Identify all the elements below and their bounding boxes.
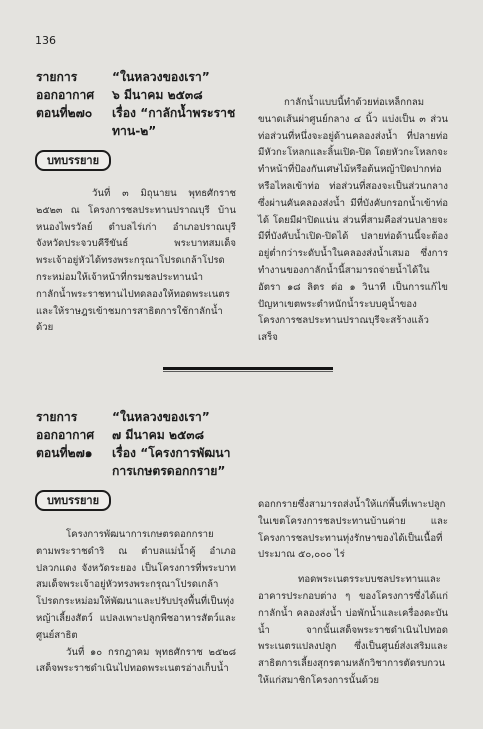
section2-left-paragraph-2: วันที่ ๑๐ กรกฎาคม พุทธศักราช ๒๕๒๘ เสด็จพระราชดำเนินไปทอดพระเนตรอ่างเก็บน้ำ bbox=[36, 646, 236, 675]
section2-left-column bbox=[36, 527, 236, 678]
narration-badge: บทบรรยาย bbox=[35, 490, 111, 511]
air-date: ๗ มีนาคม ๒๕๓๘ bbox=[112, 428, 205, 442]
narration-badge: บทบรรยาย bbox=[35, 150, 111, 171]
program-value: “ในหลวงของเรา” bbox=[112, 70, 210, 84]
section-divider-shadow bbox=[163, 371, 333, 372]
program-label: รายการ bbox=[36, 70, 78, 84]
page-number: 136 bbox=[35, 34, 56, 47]
episode-label: ตอนที่๒๗๑ bbox=[36, 446, 93, 460]
episode-label: ตอนที่๒๗๐ bbox=[36, 106, 93, 120]
section2-right-column bbox=[258, 497, 448, 690]
program-label: รายการ bbox=[36, 410, 78, 424]
section-divider bbox=[163, 367, 333, 370]
section2-right-paragraph: ดอกกรายซึ่งสามารถส่งน้ำให้แก่พื้นที่เพาะปลูกในเขตโครงการชลประทานบ้านค่าย และโครงการชลประทานทุ่งรักษาของได้เป็นเนื้อที่ประมาณ ๕๐,๐๐๐ ไร่ bbox=[258, 499, 448, 561]
air-label: ออกอากาศ bbox=[36, 428, 95, 442]
section2-header bbox=[36, 408, 230, 480]
section1-left-column bbox=[36, 186, 236, 337]
program-value: “ในหลวงของเรา” bbox=[112, 410, 210, 424]
episode-title: เรื่อง “กาลักน้ำพระราช bbox=[112, 106, 236, 120]
section1-header bbox=[36, 68, 235, 140]
section2-left-paragraph: โครงการพัฒนาการเกษตรดอกกราย ตามพระราชดำริ ณ ตำบลแม่น้ำคู้ อำเภอปลวกแดง จังหวัดระยอง เป็นโครงการที่พระบาทสมเด็จพระเจ้าอยู่หัวทรงพระกรุณาโปรดเกล้าโปรดกระหม่อมให้พัฒนาและปรับปรุงพื้นที่เป็นทุ่งหญ้าเลี้ยงสัตว์ แปลงเพาะปลูกพืชอาหารสัตว์และศูนย์สาธิต bbox=[36, 529, 236, 641]
episode-title-cont: ทาน-๒” bbox=[112, 124, 157, 138]
air-date: ๖ มีนาคม ๒๕๓๘ bbox=[112, 88, 203, 102]
air-label: ออกอากาศ bbox=[36, 88, 95, 102]
episode-title: เรื่อง “โครงการพัฒนา bbox=[112, 446, 231, 460]
episode-title-cont: การเกษตรดอกกราย” bbox=[112, 464, 226, 478]
section1-right-paragraph: กาลักน้ำแบบนี้ทำด้วยท่อเหล็กกลมขนาดเส้นผ่าศูนย์กลาง ๔ นิ้ว แบ่งเป็น ๓ ส่วน ท่อส่วนที่หนึ่งจะอยู่ด้านคลองส่งน้ำ ที่ปลายท่อมีหัวกะโหลกและลิ้นเปิด-ปิด โดยหัวกะโหลกจะทำหน้าที่ป้องกันเศษไม้หรือต้นหญ้าปิดปากท่อหรือไหลเข้าท่อ ท่อส่วนที่สองจะเป็นส่วนกลางซึ่งผ่านคันคลองส่งน้ำ มีที่บังคับกรอกน้ำเข้าท่อได้ โดยมีฝาปิดแน่น ส่วนที่สามคือส่วนปลายจะมีที่บังคับน้ำเปิด-ปิดได้ ปลายท่อด้านนี้จะต้องอยู่ต่ำกว่าระดับน้ำในคลองส่งน้ำเสมอ ซึ่งการทำงานของกาลักน้ำนี้สามารถจ่ายน้ำได้ในอัตรา ๑๘ ลิตร ต่อ ๑ วินาที เป็นการแก้ไขปัญหาเขตพระตำหนักน้ำระบบคูน้ำของโครงการชลประทานปราณบุรีจะสร้างแล้วเสร็จ bbox=[258, 97, 448, 344]
section1-right-column bbox=[258, 95, 448, 347]
section2-right-paragraph-2: ทอดพระเนตรระบบชลประทานและอาคารประกอบต่าง ๆ ของโครงการซึ่งได้แก่ กาลักน้ำ คลองส่งน้ำ บ่อพักน้ำและเครื่องดะบันน้ำ จากนั้นเสด็จพระราชดำเนินไปทอดพระเนตรแปลงปลูก ซึ่งเป็นศูนย์ส่งเสริมและสาธิตการเลี้ยงสุกรตามหลักวิชาการตัดรบกวนให้แก่สมาชิกโครงการนั้นด้วย bbox=[258, 574, 448, 686]
section1-left-paragraph: วันที่ ๓ มิถุนายน พุทธศักราช ๒๕๒๓ ณ โครงการชลประทานปราณบุรี บ้านหนองไพรวัลย์ ตำบลไร่เก่า อำเภอปราณบุรี จังหวัดประจวบคีรีขันธ์ พระบาทสมเด็จพระเจ้าอยู่หัวได้ทรงพระกรุณาโปรดเกล้าโปรดกระหม่อมให้เจ้าหน้าที่กรมชลประทานนำกาลักน้ำพระราชทานไปทดลองให้ทอดพระเนตร และให้ราษฎรเข้าชมการสาธิตการใช้กาลักน้ำด้วย bbox=[36, 188, 236, 334]
